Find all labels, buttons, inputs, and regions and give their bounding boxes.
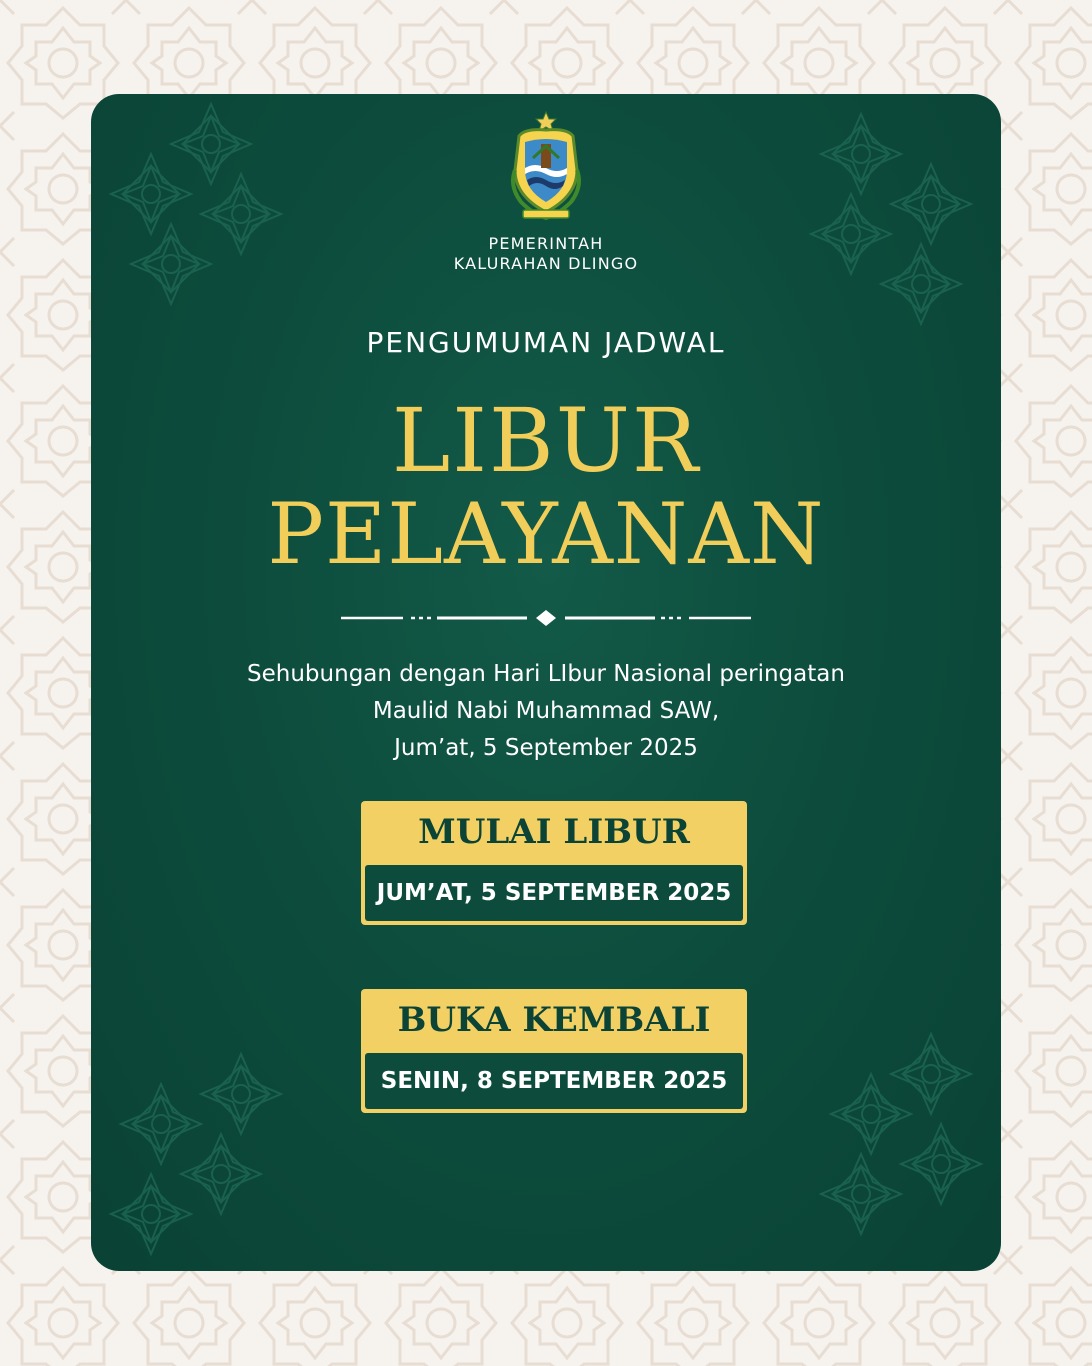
intro-text-line-1: Sehubungan dengan Hari LIbur Nasional peringatan xyxy=(247,661,845,687)
reopen-badge xyxy=(361,989,747,1113)
ornamental-divider-icon xyxy=(341,608,751,628)
org-name-line-2: KALURAHAN DLINGO xyxy=(453,254,639,273)
announcement-subtitle: PENGUMUMAN JADWAL xyxy=(366,326,726,359)
title-line-1: LIBUR xyxy=(391,389,701,492)
reopen-label: BUKA KEMBALI xyxy=(397,1000,711,1040)
regional-government-emblem-icon xyxy=(505,110,587,222)
org-name-line-1: PEMERINTAH xyxy=(488,234,604,253)
closure-start-date: JUM’AT, 5 SEPTEMBER 2025 xyxy=(365,865,743,921)
closure-start-badge xyxy=(361,801,747,925)
intro-text-line-2: Maulid Nabi Muhammad SAW, xyxy=(372,698,720,724)
reopen-date: SENIN, 8 SEPTEMBER 2025 xyxy=(365,1053,743,1109)
closure-start-label: MULAI LIBUR xyxy=(418,812,690,852)
intro-text-line-3: Jum’at, 5 September 2025 xyxy=(394,735,698,761)
title-line-2: PELAYANAN xyxy=(267,485,825,583)
announcement-card xyxy=(91,94,1001,1271)
